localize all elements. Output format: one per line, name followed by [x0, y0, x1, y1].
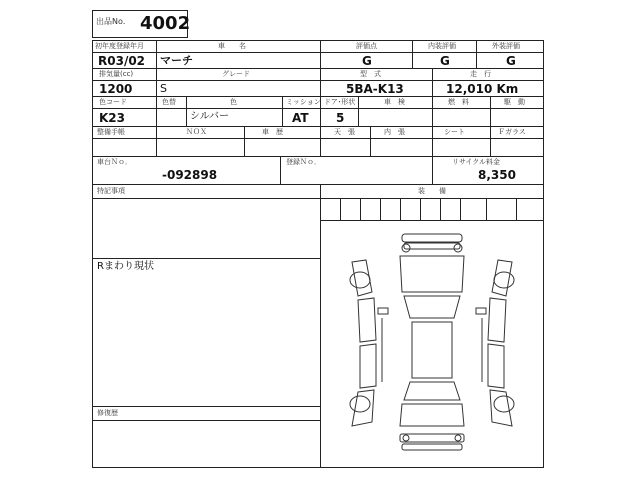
repair-label: 修復歴 [97, 409, 118, 417]
color-code-label: 色コード [99, 98, 127, 106]
notes-text: Rまわり現状 [97, 261, 154, 272]
lot-label: 出品No． [96, 17, 131, 26]
recycle-value: 8,350 [478, 168, 516, 182]
first-reg-value: R03/02 [98, 54, 146, 68]
chassis-value: -092898 [162, 168, 218, 182]
inner-label: 内 張 [384, 128, 405, 136]
reg-no-label: 登録Ｎｏ． [286, 158, 321, 166]
mileage-value: 12,010 Km [446, 82, 519, 96]
color-label: 色 [230, 98, 237, 106]
mission-label: ミッション [286, 98, 321, 106]
equipment-grid [320, 198, 544, 220]
fuel-label: 燃 料 [448, 98, 469, 106]
color-value: シルバー [190, 111, 230, 122]
displacement-value: 1200 [99, 82, 133, 96]
equipment-label: 装 備 [418, 187, 446, 195]
car-diagram [322, 222, 542, 466]
score-label: 評価点 [356, 42, 377, 50]
car-name-label: 車 名 [218, 42, 246, 50]
interior-value: G [440, 54, 450, 68]
mileage-label: 走 行 [470, 70, 491, 78]
color-change-label: 色替 [162, 98, 176, 106]
drive-label: 駆 動 [504, 98, 525, 106]
model-value: 5BA-K13 [346, 82, 404, 96]
exterior-label: 外装評価 [492, 42, 520, 50]
model-label: 型 式 [360, 70, 381, 78]
color-code-value: K23 [99, 111, 125, 125]
grade-label: グレード [222, 70, 250, 78]
doors-label: ドア･形状 [324, 98, 356, 106]
score-value: G [362, 54, 372, 68]
inspection-label: 車 検 [384, 98, 405, 106]
interior-label: 内装評価 [428, 42, 456, 50]
manual-label: 整備手帳 [97, 128, 125, 136]
history-label: 車 歴 [262, 128, 283, 136]
notes-label: 特記事項 [97, 187, 125, 195]
displacement-label: 排気量(cc) [99, 70, 134, 78]
grade-value: S [160, 82, 167, 95]
doors-value: 5 [336, 111, 345, 125]
nox-label: ＮＯＸ [186, 128, 207, 136]
recycle-label: リサイクル料金 [452, 158, 501, 166]
car-name-value: マーチ [160, 54, 193, 67]
lot-number: 4002 [140, 13, 191, 34]
seat-label: シート [444, 128, 465, 136]
exterior-value: G [506, 54, 516, 68]
chassis-label: 車台Ｎｏ． [97, 158, 132, 166]
first-reg-label: 初年度登録年月 [95, 42, 144, 50]
roof-label: 天 張 [334, 128, 355, 136]
mission-value: AT [292, 111, 309, 125]
glass-label: Ｆガラス [498, 128, 526, 136]
